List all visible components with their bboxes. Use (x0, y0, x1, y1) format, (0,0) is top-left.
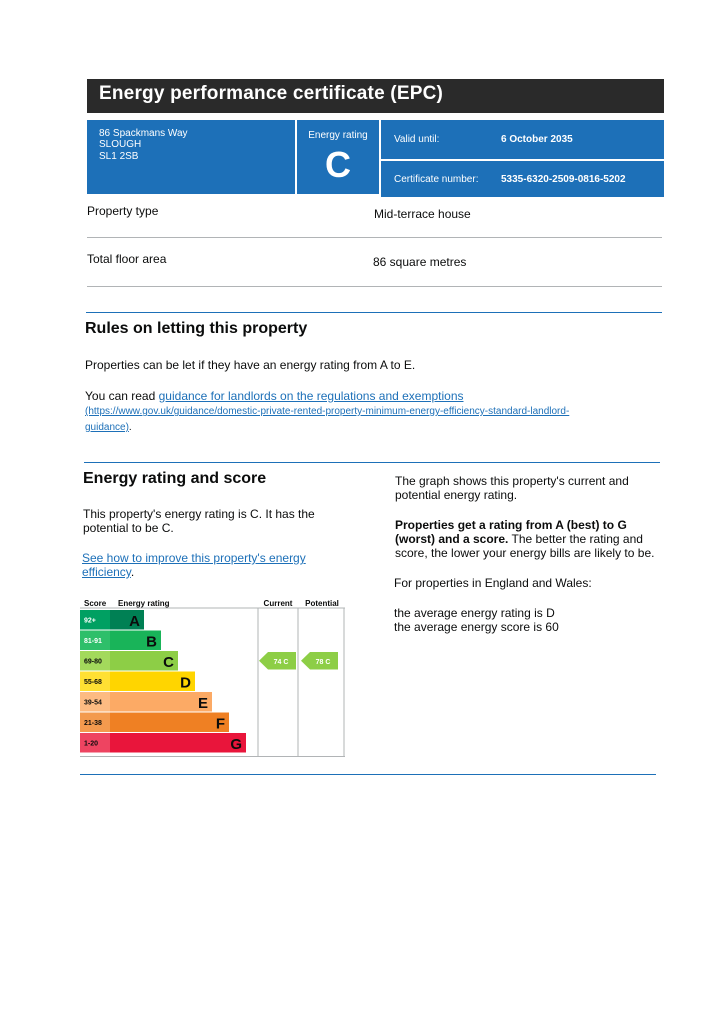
rating-explanation-bold-1: Properties get a rating from A (best) to G (395, 518, 627, 532)
energy-rating-label: Energy rating (308, 130, 368, 141)
section-divider (80, 774, 656, 775)
floor-area-label: Total floor area (87, 252, 167, 266)
valid-until-value: 6 October 2035 (501, 134, 573, 145)
rating-letter-a: A (129, 612, 140, 630)
score-range-g: 1-20 (84, 740, 99, 748)
graph-explanation (395, 474, 629, 502)
energy-statement-line-2: potential to be C. (83, 521, 174, 535)
energy-rating-box (297, 120, 379, 194)
header-energy-rating: Energy rating (118, 599, 170, 608)
rating-explanation (395, 518, 665, 560)
section-divider (84, 462, 660, 463)
score-range-d: 55-68 (84, 679, 102, 687)
improve-efficiency-paragraph (82, 551, 306, 579)
score-range-b: 81-91 (84, 638, 102, 646)
average-score-text: the average energy score is 60 (394, 620, 559, 634)
energy-rating-statement (83, 507, 315, 535)
score-range-f: 21-38 (84, 720, 102, 728)
header-potential: Potential (305, 599, 339, 608)
address-line-2: SLOUGH (99, 139, 142, 150)
rating-explanation-rest-2: score, the lower your energy bills are likely to be. (395, 546, 655, 560)
rating-letter-f: F (215, 715, 225, 733)
property-type-label: Property type (87, 204, 159, 218)
rating-letter-c: C (163, 653, 174, 671)
address-postcode: SL1 2SB (99, 151, 139, 162)
landlord-guidance-link[interactable]: guidance for landlords on the regulations and exemptions (158, 389, 464, 403)
potential-rating-label: 78 C (315, 658, 331, 666)
certificate-number-label: Certificate number: (394, 174, 479, 185)
energy-rating-chart-svg (80, 596, 345, 757)
average-rating-text: the average energy rating is D (394, 606, 555, 620)
energy-statement-line-1: This property's energy rating is C. It has the (83, 507, 315, 521)
letting-heading: Rules on letting this property (85, 320, 308, 337)
certificate-number-value: 5335-6320-2509-0816-5202 (501, 174, 626, 185)
improve-efficiency-link-2[interactable]: efficiency (82, 565, 131, 579)
england-wales-text: For properties in England and Wales: (394, 576, 592, 590)
address-box (87, 120, 295, 194)
floor-area-value: 86 square metres (373, 255, 467, 269)
rating-bar-e (110, 692, 212, 712)
page-title: Energy performance certificate (EPC) (99, 83, 444, 104)
rating-letter-b: B (146, 633, 157, 651)
graph-explanation-line-1: The graph shows this property's current and (395, 474, 629, 488)
header-score: Score (84, 599, 107, 608)
page-title-bar (87, 79, 664, 113)
divider (87, 286, 662, 287)
improve-link-suffix: . (130, 565, 135, 579)
rating-letter-g: G (230, 735, 242, 753)
rating-letter-d: D (180, 674, 191, 692)
improve-efficiency-link-1[interactable]: See how to improve this property's energy (82, 551, 306, 565)
letting-paragraph: Properties can be let if they have an energy rating from A to E. (85, 358, 416, 372)
energy-rating-letter: C (325, 144, 351, 185)
guidance-suffix: . (128, 422, 132, 433)
score-range-a: 92+ (84, 617, 96, 625)
energy-rating-chart (80, 596, 345, 757)
divider (87, 237, 662, 238)
property-type-value: Mid-terrace house (374, 207, 471, 221)
energy-heading: Energy rating and score (83, 470, 267, 487)
valid-until-label: Valid until: (394, 134, 440, 145)
rating-bar-f (110, 713, 229, 733)
guidance-prefix: You can read (85, 389, 159, 403)
section-divider (86, 312, 662, 313)
letting-guidance-paragraph (85, 389, 645, 435)
landlord-guidance-url-1[interactable]: (https://www.gov.uk/guidance/domestic-private-rented-property-minimum-energy-efficiency-standard-landlord- (85, 406, 570, 417)
certificate-number-box (381, 161, 664, 197)
rating-bar-g (110, 733, 246, 753)
address-line-1: 86 Spackmans Way (99, 128, 188, 139)
score-range-c: 69-80 (84, 658, 102, 666)
header-current: Current (263, 599, 293, 608)
valid-until-box (381, 120, 664, 159)
score-range-e: 39-54 (84, 699, 102, 707)
landlord-guidance-url-2[interactable]: guidance) (85, 422, 129, 433)
current-rating-label: 74 C (273, 658, 289, 666)
rating-explanation-bold-2: (worst) and a score. (395, 532, 509, 546)
rating-explanation-rest-1: The better the rating and (508, 532, 643, 546)
rating-letter-e: E (197, 694, 208, 712)
graph-explanation-line-2: potential energy rating. (395, 488, 518, 502)
